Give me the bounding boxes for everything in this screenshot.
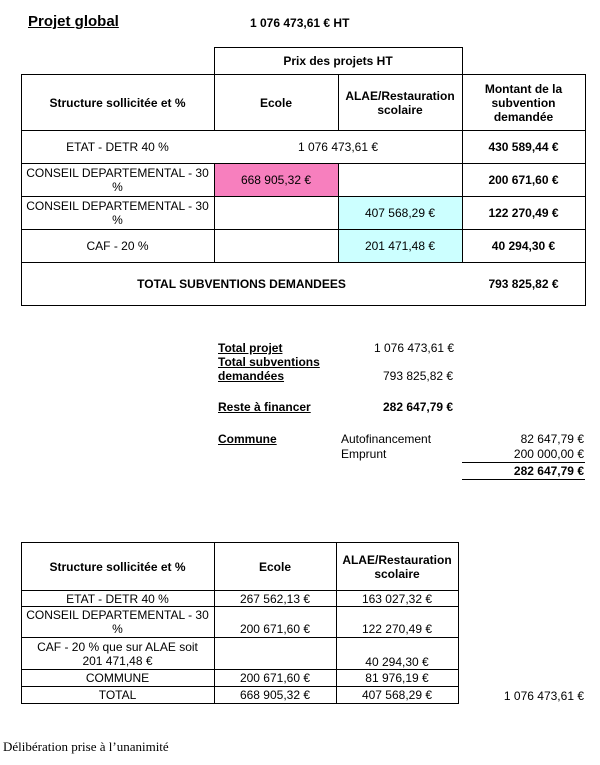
alae-cell: 122 270,49 €	[361, 622, 433, 636]
montant-cell: 430 589,44 €	[488, 140, 559, 154]
alae-cell: 201 471,48 €	[364, 239, 436, 253]
page-title: Projet global	[28, 13, 119, 30]
total-subventions-value: 793 825,82 €	[488, 277, 559, 291]
montant-cell: 122 270,49 €	[488, 206, 559, 220]
ecole-cell	[214, 638, 336, 669]
ecole-cell	[214, 197, 338, 229]
price-group-header: Prix des projets HT	[283, 54, 393, 68]
ecole-cell: 668 905,32 €	[240, 173, 312, 187]
commune-total: 282 647,79 €	[513, 464, 584, 478]
row-label: COMMUNE	[85, 671, 150, 685]
row-label: ETAT - DETR 40 %	[66, 591, 169, 606]
emprunt-value: 200 000,00 €	[513, 447, 584, 461]
row-label: CAF - 20 %	[86, 239, 149, 253]
reste-label: Reste à financer	[218, 400, 311, 414]
deliberation-note: Délibération prise à l’unanimité	[3, 739, 169, 754]
ecole-cell: 668 905,32 €	[239, 688, 311, 702]
ecole-cell: 200 671,60 €	[239, 671, 311, 685]
row-label: TOTAL	[98, 688, 137, 702]
alae-cell: 40 294,30 €	[365, 655, 429, 669]
autofinancement-label: Autofinancement	[341, 432, 432, 446]
commune-label: Commune	[218, 432, 277, 446]
project-amount: 1 076 473,61 € HT	[250, 16, 350, 30]
emprunt-label: Emprunt	[341, 447, 387, 461]
reste-value: 282 647,79 €	[383, 400, 454, 414]
col-structure-header: Structure sollicitée et %	[49, 95, 186, 110]
total-subventions-label: TOTAL SUBVENTIONS DEMANDEES	[137, 277, 346, 291]
grand-total: 1 076 473,61 €	[503, 689, 584, 703]
col-montant-header: Montant de la subvention demandée	[484, 81, 563, 124]
alae-cell: 163 027,32 €	[361, 591, 433, 606]
col-ecole-header: Ecole	[258, 559, 291, 574]
total-projet-label: Total projet	[218, 341, 283, 355]
row-label: ETAT - DETR 40 %	[66, 140, 169, 154]
montant-cell: 200 671,60 €	[488, 173, 559, 187]
montant-cell: 40 294,30 €	[491, 239, 556, 253]
col-alae-header: ALAE/Restauration scolaire	[345, 88, 455, 117]
alae-cell: 407 568,29 €	[364, 206, 436, 220]
total-subventions-value: 793 825,82 €	[383, 369, 454, 383]
col-alae-header: ALAE/Restauration scolaire	[342, 552, 452, 581]
merged-price-cell: 1 076 473,61 €	[297, 140, 379, 154]
ecole-cell	[214, 230, 338, 262]
total-subventions-label: Total subventions	[218, 355, 320, 369]
ecole-cell: 200 671,60 €	[239, 622, 311, 636]
col-structure-header: Structure sollicitée et %	[49, 559, 186, 574]
col-ecole-header: Ecole	[259, 95, 292, 110]
total-subventions-label-2: demandées	[218, 369, 285, 383]
sum-line-bottom	[462, 479, 585, 480]
total-projet-value: 1 076 473,61 €	[374, 341, 455, 355]
row-label: CAF - 20 % que sur ALAE soit 201 471,48 €	[37, 639, 198, 668]
alae-cell: 407 568,29 €	[361, 688, 433, 702]
row-label: CONSEIL DEPARTEMENTAL - 30 %	[26, 608, 209, 636]
autofinancement-value: 82 647,79 €	[520, 432, 584, 446]
row-label: CONSEIL DEPARTEMENTAL - 30 %	[26, 199, 209, 227]
row-label: CONSEIL DEPARTEMENTAL - 30 %	[26, 166, 209, 194]
ecole-cell: 267 562,13 €	[239, 591, 311, 606]
alae-cell	[338, 164, 462, 196]
alae-cell: 81 976,19 €	[365, 671, 429, 685]
sum-line	[462, 462, 585, 463]
